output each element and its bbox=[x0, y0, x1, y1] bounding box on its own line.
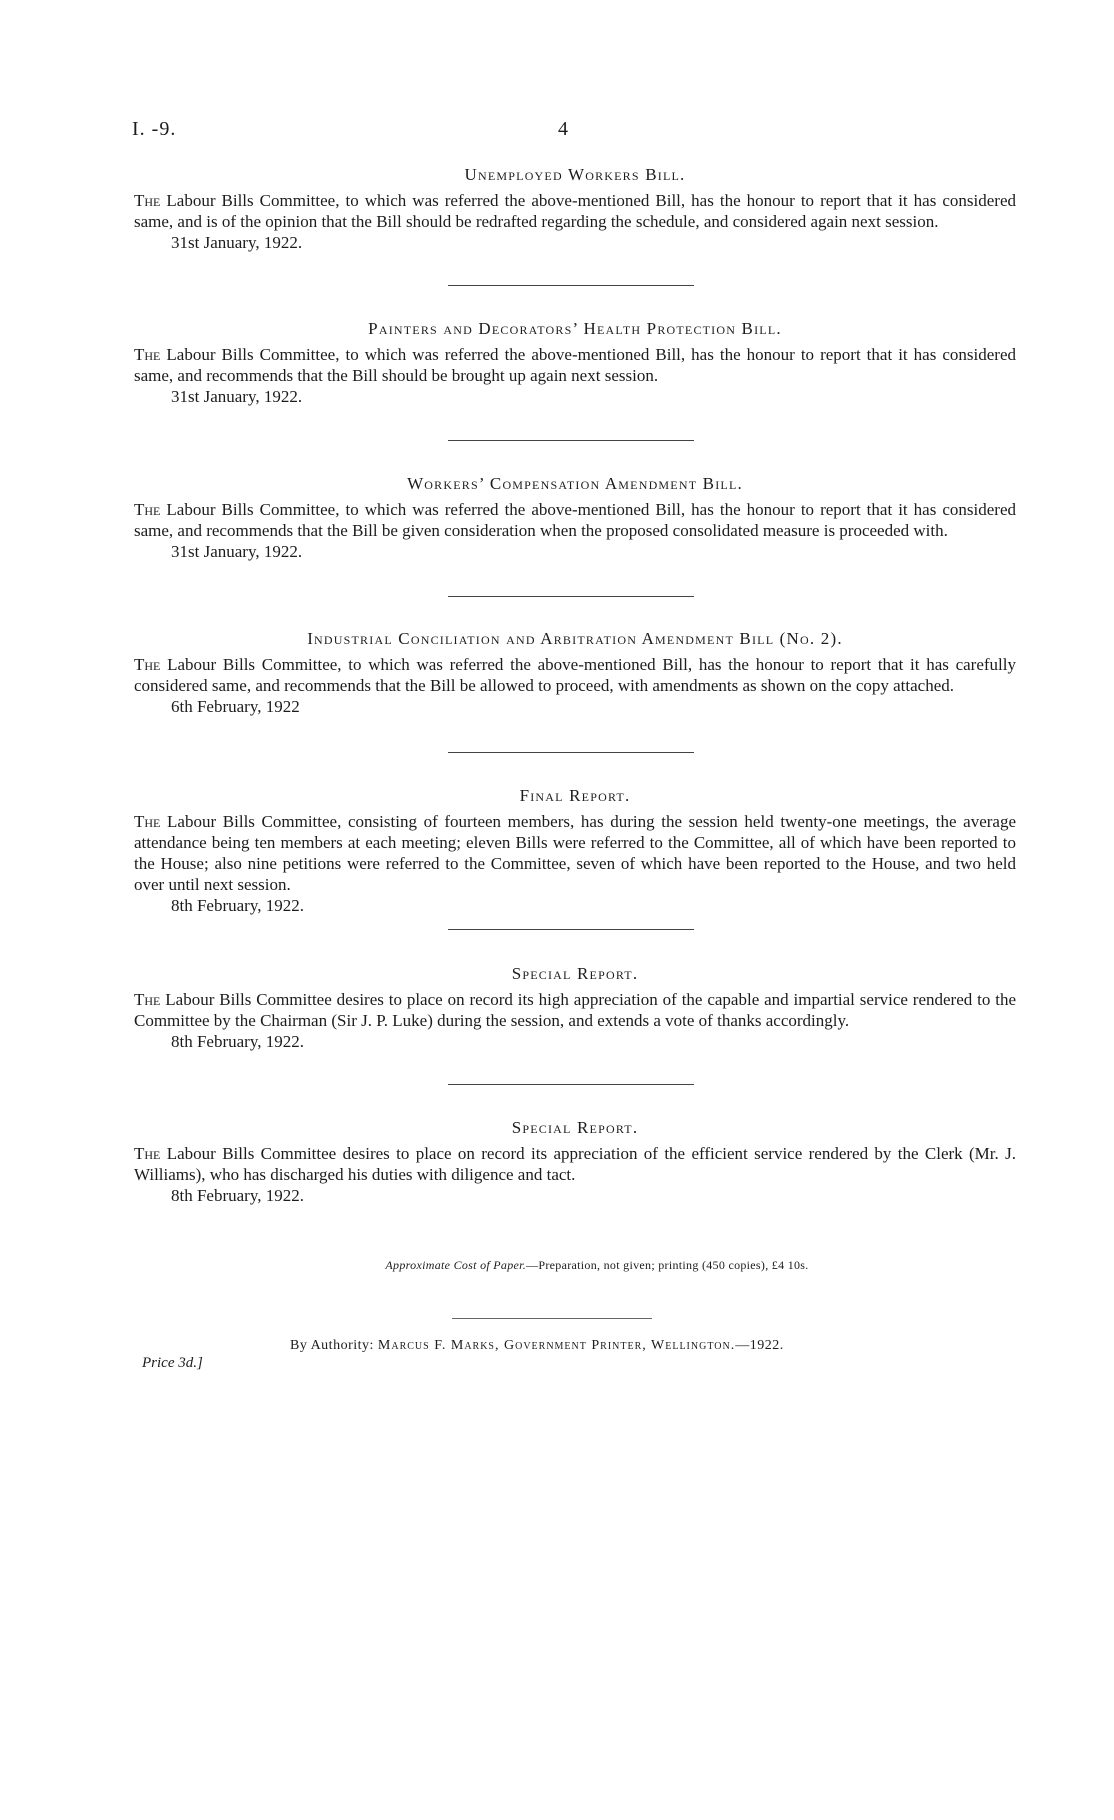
section-text: Labour Bills Committee desires to place on record its appreciation of the efficient service rendered by the Clerk (Mr. J. Williams), who has discharged his duties with diligence and tact. bbox=[134, 1144, 1016, 1184]
footer-divider bbox=[452, 1318, 652, 1319]
section-body bbox=[134, 499, 1016, 541]
report-section bbox=[134, 963, 1016, 1053]
section-text: Labour Bills Committee, to which was referred the above-mentioned Bill, has the honour to report that it has considered same, and recommends that the Bill be given consideration when the proposed consolidated measure is proceeded with. bbox=[134, 500, 1016, 540]
section-lead-word: The bbox=[134, 812, 161, 831]
section-divider bbox=[448, 752, 694, 753]
price-note: Price 3d.] bbox=[142, 1355, 203, 1371]
section-title: Special Report. bbox=[511, 1118, 639, 1137]
parliamentary-paper-ref: I. -9. bbox=[132, 118, 177, 140]
section-title: Painters and Decorators’ Health Protection Bill. bbox=[368, 319, 782, 338]
section-date: 8th February, 1922. bbox=[171, 896, 304, 915]
section-body bbox=[134, 190, 1016, 232]
report-section bbox=[134, 318, 1016, 408]
section-divider bbox=[448, 596, 694, 597]
section-body bbox=[134, 344, 1016, 386]
report-section bbox=[134, 628, 1016, 718]
section-text: Labour Bills Committee, to which was referred the above-mentioned Bill, has the honour to report that it has carefully considered same, and recommends that the Bill be allowed to proceed, with amendments as shown on the copy attached. bbox=[134, 655, 1016, 695]
section-text: Labour Bills Committee, to which was referred the above-mentioned Bill, has the honour to report that it has considered same, and recommends that the Bill should be brought up again next session. bbox=[134, 345, 1016, 385]
section-date: 8th February, 1922. bbox=[171, 1186, 304, 1205]
section-lead-word: The bbox=[134, 345, 161, 364]
section-divider bbox=[448, 1084, 694, 1085]
section-text: Labour Bills Committee desires to place on record its high appreciation of the capable and impartial service rendered to the Committee by the Chairman (Sir J. P. Luke) during the session, and extends a vote of thanks accordingly. bbox=[134, 990, 1016, 1030]
imprint-prefix: By Authority: bbox=[290, 1338, 378, 1353]
section-title: Unemployed Workers Bill. bbox=[464, 165, 686, 184]
section-title: Final Report. bbox=[519, 786, 631, 805]
section-lead-word: The bbox=[134, 655, 161, 674]
section-lead-word: The bbox=[134, 1144, 161, 1163]
section-lead-word: The bbox=[134, 500, 161, 519]
cost-label: Approximate Cost of Paper. bbox=[385, 1258, 527, 1272]
section-title: Workers’ Compensation Amendment Bill. bbox=[407, 474, 743, 493]
section-lead-word: The bbox=[134, 990, 161, 1009]
section-body bbox=[134, 1143, 1016, 1185]
report-section bbox=[134, 164, 1016, 254]
section-lead-word: The bbox=[134, 191, 161, 210]
report-section bbox=[134, 1117, 1016, 1207]
report-section bbox=[134, 785, 1016, 917]
section-divider bbox=[448, 929, 694, 930]
section-title: Special Report. bbox=[511, 964, 639, 983]
section-body bbox=[134, 989, 1016, 1031]
section-divider bbox=[448, 440, 694, 441]
cost-text: —Preparation, not given; printing (450 copies), £4 10s. bbox=[526, 1258, 809, 1272]
section-date: 8th February, 1922. bbox=[171, 1032, 304, 1051]
section-date: 31st January, 1922. bbox=[171, 542, 303, 561]
page-number: 4 bbox=[558, 118, 568, 140]
printer-imprint bbox=[290, 1338, 784, 1354]
section-text: Labour Bills Committee, to which was referred the above-mentioned Bill, has the honour to report that it has considered same, and is of the opinion that the Bill should be redrafted regarding the schedule, and considered again next session. bbox=[134, 191, 1016, 231]
section-divider bbox=[448, 285, 694, 286]
section-date: 31st January, 1922. bbox=[171, 387, 303, 406]
section-title: Industrial Conciliation and Arbitration Amendment Bill (No. 2). bbox=[307, 629, 843, 648]
imprint-printer: Marcus F. Marks, Government Printer, Wellington. bbox=[377, 1338, 736, 1353]
section-body bbox=[134, 654, 1016, 696]
cost-of-paper-note bbox=[0, 1258, 1114, 1273]
imprint-year: —1922. bbox=[735, 1338, 784, 1353]
section-body bbox=[134, 811, 1016, 895]
section-date: 6th February, 1922 bbox=[171, 697, 300, 716]
section-date: 31st January, 1922. bbox=[171, 233, 303, 252]
section-text: Labour Bills Committee, consisting of fourteen members, has during the session held twenty-one meetings, the average attendance being ten members at each meeting; eleven Bills were referred to the Committee, all of which have been reported to the House; also nine petitions were referred to the Committee, seven of which have been reported to the House, and two held over until next session. bbox=[134, 812, 1016, 894]
report-section bbox=[134, 473, 1016, 563]
